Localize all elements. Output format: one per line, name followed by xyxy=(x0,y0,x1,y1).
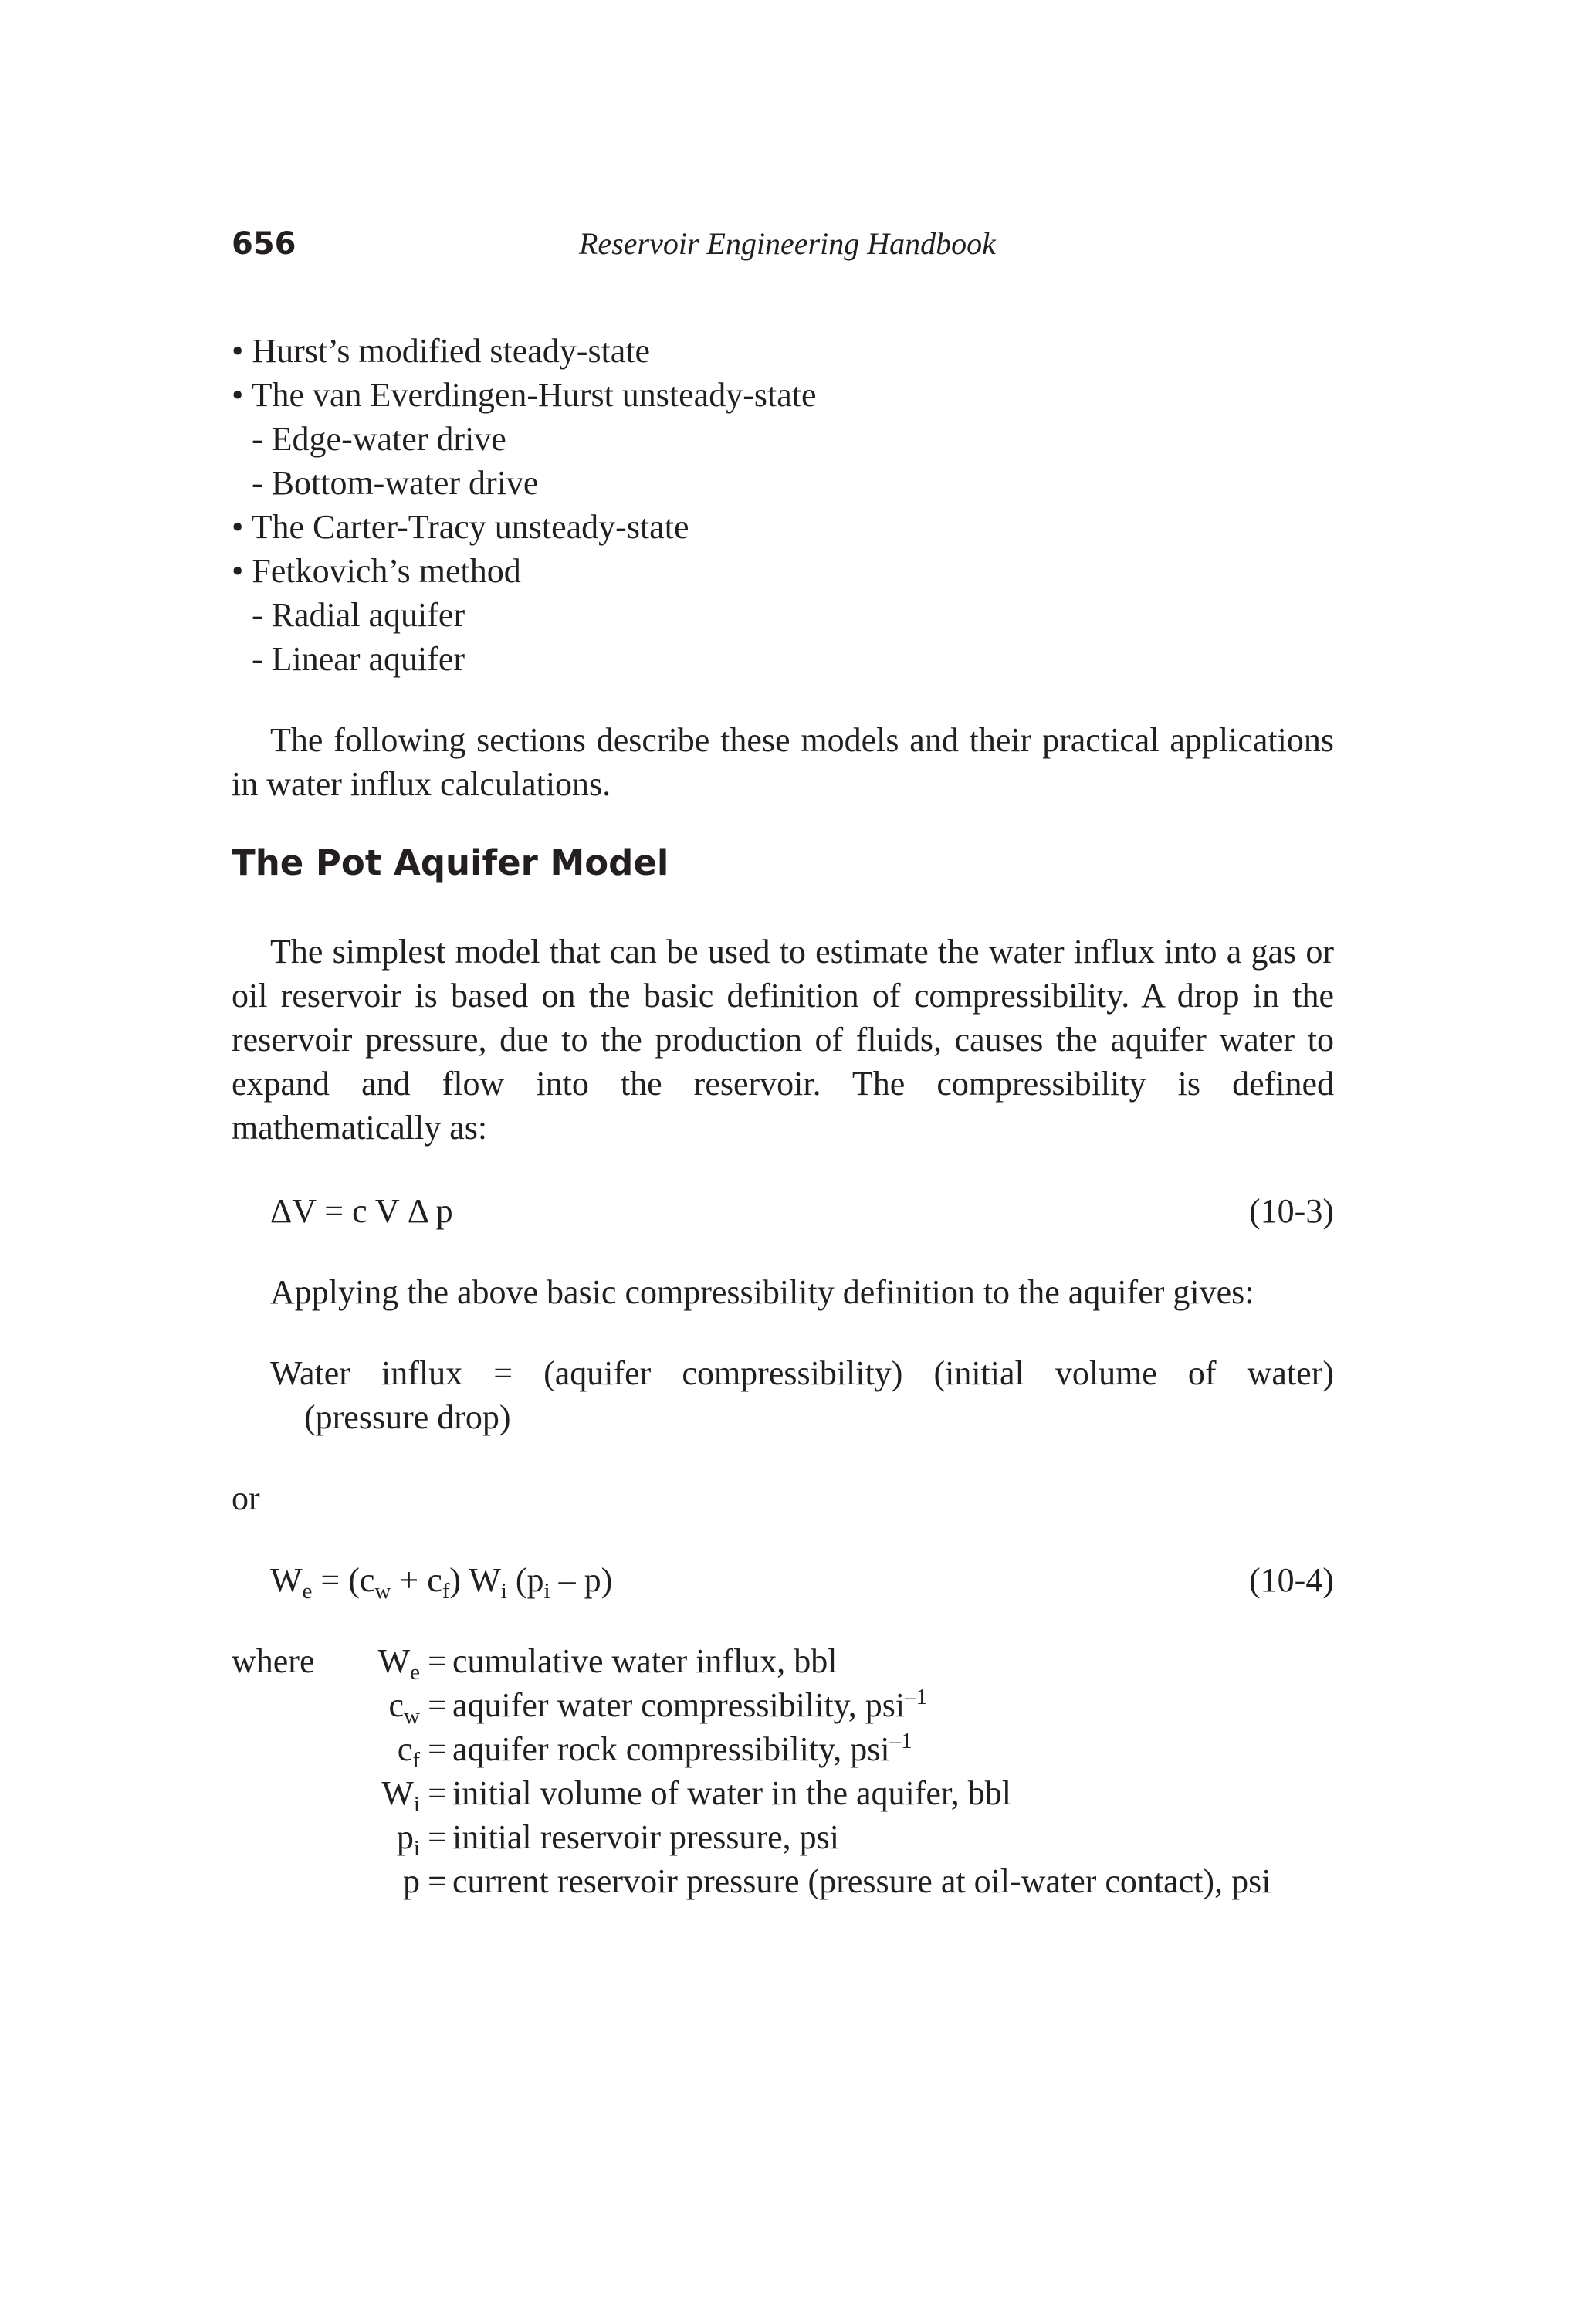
list-subitem: - Radial aquifer xyxy=(252,596,465,634)
definition-row xyxy=(232,1727,1336,1771)
definition-text: aquifer rock compressibility, psi$^{-1}$ xyxy=(452,1729,912,1768)
list-subitem: - Linear aquifer xyxy=(252,640,465,678)
definitions-lead: where xyxy=(232,1642,315,1680)
list-subitem: - Edge-water drive xyxy=(252,420,506,458)
equation-10-3 xyxy=(270,1189,1334,1235)
definition-row xyxy=(232,1859,1336,1903)
list-subitem: - Bottom-water drive xyxy=(252,464,539,502)
equation-10-4 xyxy=(270,1558,1334,1604)
definition-text: aquifer water compressibility, psi$^{-1}$ xyxy=(452,1685,928,1724)
body-paragraph: The simplest model that can be used to estimate the water influx into a gas or oil reservoir is based on the basic definition of compressibility. A drop in the reservoir pressure, due to the production of fluids, causes the aquifer water to expand and flow into the reservoir. The compressibility is defined mathematically as: xyxy=(232,933,1334,1147)
definition-text: initial volume of water in the aquifer, bbl xyxy=(452,1774,1012,1812)
definition-equals: = xyxy=(428,1862,447,1900)
equation-body: ΔV = c V Δ p xyxy=(270,1192,453,1230)
list-item: • The Carter-Tracy unsteady-state xyxy=(232,508,689,546)
definition-symbol: $W_i$ xyxy=(381,1774,420,1818)
running-title: Reservoir Engineering Handbook xyxy=(579,226,996,261)
list-item: • The van Everdingen-Hurst unsteady-state xyxy=(232,376,817,414)
symbol-definitions xyxy=(232,1639,1336,1903)
section-heading: The Pot Aquifer Model xyxy=(232,842,669,883)
definition-text: current reservoir pressure (pressure at oil-water contact), psi xyxy=(452,1862,1271,1900)
running-header xyxy=(232,224,1336,270)
list-item: • Fetkovich’s method xyxy=(232,552,521,590)
water-influx-statement-line1: Water influx = (aquifer compressibility) (initial volume of water) xyxy=(270,1354,1334,1392)
definition-equals: = xyxy=(428,1730,447,1768)
definition-equals: = xyxy=(428,1686,447,1724)
equation-body: $W_e = (c_w + c_f)$ $W_i$ $(p_i - p)$ xyxy=(270,1561,613,1604)
definition-symbol: $c_w$ xyxy=(388,1686,420,1729)
definition-row xyxy=(232,1815,1336,1862)
page-number: 656 xyxy=(232,226,296,262)
equation-number: (10-3) xyxy=(1249,1192,1334,1230)
definition-text: initial reservoir pressure, psi xyxy=(452,1818,839,1856)
definition-row xyxy=(232,1683,1336,1727)
definition-symbol: p xyxy=(403,1862,420,1900)
applying-text: Applying the above basic compressibility definition to the aquifer gives: xyxy=(270,1273,1254,1311)
definition-symbol: $c_f$ xyxy=(397,1730,420,1773)
connector-or: or xyxy=(232,1479,260,1517)
definition-equals: = xyxy=(428,1818,447,1856)
definition-equals: = xyxy=(428,1642,447,1680)
definition-row xyxy=(232,1639,1336,1683)
aquifer-model-list xyxy=(232,329,1336,681)
definition-row xyxy=(232,1771,1336,1818)
definition-symbol: $p_i$ xyxy=(396,1818,420,1862)
definition-text: cumulative water influx, bbl xyxy=(452,1642,838,1680)
water-influx-statement-line2: (pressure drop) xyxy=(304,1398,511,1436)
equation-number: (10-4) xyxy=(1249,1561,1334,1599)
intro-paragraph: The following sections describe these models and their practical applications in water influx calculations. xyxy=(232,721,1334,803)
definition-equals: = xyxy=(428,1774,447,1812)
list-item: • Hurst’s modified steady-state xyxy=(232,332,651,370)
definition-symbol: $W_e$ xyxy=(377,1642,420,1685)
